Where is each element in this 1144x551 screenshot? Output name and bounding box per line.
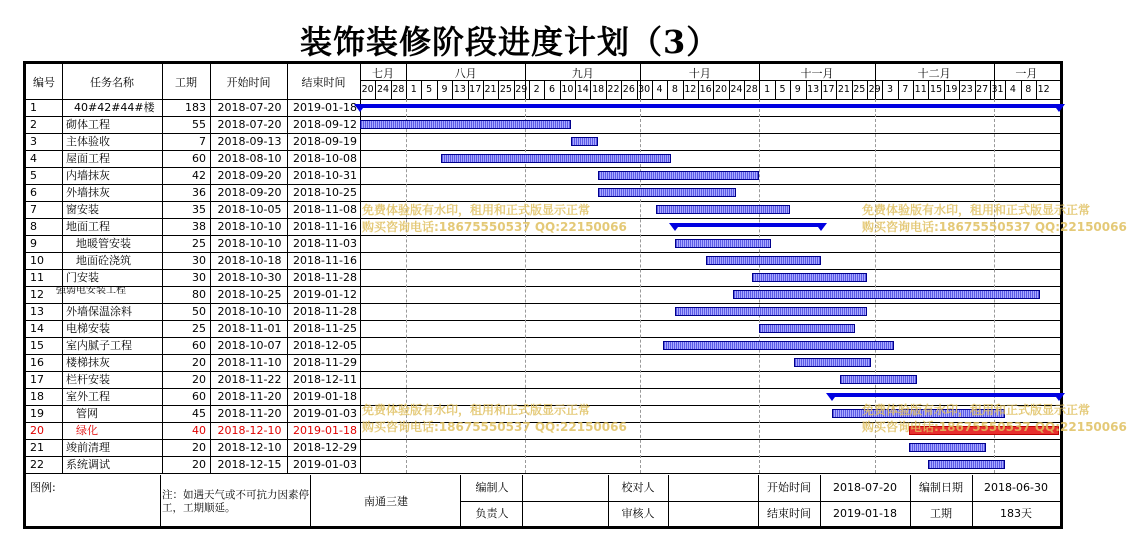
task-name: 系统调试 bbox=[66, 458, 110, 471]
task-name: 绿化 bbox=[76, 424, 98, 437]
start-label: 开始时间 bbox=[767, 481, 811, 494]
task-id: 15 bbox=[30, 339, 44, 352]
task-end: 2018-11-16 bbox=[293, 220, 357, 233]
table-row bbox=[26, 150, 360, 167]
table-row bbox=[26, 167, 360, 184]
task-name: 屋面工程 bbox=[66, 152, 110, 165]
month-label: 九月 bbox=[571, 67, 594, 80]
task-start: 2018-10-10 bbox=[217, 305, 282, 318]
task-duration: 20 bbox=[192, 356, 206, 369]
summary-bar-cap bbox=[669, 223, 681, 231]
table-row bbox=[26, 201, 360, 218]
day-tick-label: 13 bbox=[453, 84, 466, 95]
duration-value: 183天 bbox=[1000, 507, 1032, 520]
watermark-line2: 购买咨询电话:18675550537 QQ:22150066 bbox=[862, 220, 1127, 234]
task-start: 2018-11-10 bbox=[217, 356, 282, 369]
table-row bbox=[26, 218, 360, 235]
task-name: 内墙抹灰 bbox=[66, 169, 110, 182]
task-start: 2018-10-18 bbox=[217, 254, 282, 267]
day-divider bbox=[913, 80, 914, 99]
task-bar bbox=[675, 307, 867, 316]
task-bar bbox=[706, 256, 821, 265]
day-divider bbox=[806, 80, 807, 99]
table-row bbox=[26, 269, 360, 286]
task-name: 室内腻子工程 bbox=[66, 339, 132, 352]
day-divider bbox=[821, 80, 822, 99]
day-divider bbox=[990, 80, 991, 99]
task-start: 2018-11-20 bbox=[217, 407, 282, 420]
task-start: 2018-09-20 bbox=[217, 186, 282, 199]
month-label: 十一月 bbox=[800, 67, 834, 80]
task-bar bbox=[598, 188, 736, 197]
task-bar bbox=[759, 324, 855, 333]
day-tick-label: 25 bbox=[853, 84, 866, 95]
watermark-line2: 购买咨询电话:18675550537 QQ:22150066 bbox=[362, 220, 627, 234]
day-divider bbox=[836, 80, 837, 99]
checker-label: 校对人 bbox=[621, 481, 655, 494]
day-tick-label: 7 bbox=[902, 84, 909, 95]
task-name: 电梯安装 bbox=[66, 322, 110, 335]
start-value: 2018-07-20 bbox=[833, 481, 897, 494]
day-tick-label: 20 bbox=[361, 84, 374, 95]
summary-bar bbox=[832, 393, 1059, 397]
date-label: 编制日期 bbox=[919, 481, 963, 494]
task-end: 2019-01-03 bbox=[293, 458, 357, 471]
task-bar bbox=[909, 443, 986, 452]
day-divider bbox=[391, 80, 392, 99]
task-duration: 20 bbox=[192, 373, 206, 386]
task-end: 2018-09-12 bbox=[293, 118, 357, 131]
day-tick-label: 11 bbox=[914, 84, 927, 95]
watermark-line1: 免费体验版有水印，租用和正式版显示正常 bbox=[362, 203, 591, 217]
summary-bar bbox=[675, 223, 821, 227]
task-name: 栏杆安装 bbox=[66, 373, 110, 386]
task-id: 12 bbox=[30, 288, 44, 301]
task-id: 7 bbox=[30, 203, 37, 216]
table-row bbox=[26, 286, 360, 303]
day-tick-label: 29 bbox=[868, 84, 881, 95]
day-divider bbox=[975, 80, 976, 99]
day-divider bbox=[637, 80, 638, 99]
task-id: 3 bbox=[30, 135, 37, 148]
task-id: 20 bbox=[30, 424, 44, 437]
task-id: 21 bbox=[30, 441, 44, 454]
task-name: 40#42#44#楼 bbox=[74, 101, 155, 114]
day-tick-label: 15 bbox=[930, 84, 943, 95]
task-start: 2018-12-15 bbox=[217, 458, 282, 471]
task-duration: 60 bbox=[192, 339, 206, 352]
day-divider bbox=[1036, 80, 1037, 99]
day-tick-label: 21 bbox=[837, 84, 850, 95]
responsible-label: 负责人 bbox=[475, 507, 509, 520]
task-duration: 30 bbox=[192, 254, 206, 267]
table-row bbox=[26, 99, 360, 116]
task-start: 2018-07-20 bbox=[217, 118, 282, 131]
table-row bbox=[26, 337, 360, 354]
task-duration: 25 bbox=[192, 322, 206, 335]
task-duration: 80 bbox=[192, 288, 206, 301]
legend-label: 图例: bbox=[30, 481, 56, 494]
table-row bbox=[26, 133, 360, 150]
day-divider bbox=[790, 80, 791, 99]
day-divider bbox=[575, 80, 576, 99]
day-tick-label: 17 bbox=[469, 84, 482, 95]
day-divider bbox=[683, 80, 684, 99]
task-name: 竣前清理 bbox=[66, 441, 110, 454]
task-name: 外墙抹灰 bbox=[66, 186, 110, 199]
task-name: 地面工程 bbox=[66, 220, 110, 233]
table-row bbox=[26, 405, 360, 422]
day-tick-label: 10 bbox=[561, 84, 574, 95]
task-bar bbox=[598, 171, 759, 180]
task-end: 2018-11-25 bbox=[293, 322, 357, 335]
task-end: 2018-12-05 bbox=[293, 339, 357, 352]
day-tick-label: 31 bbox=[991, 84, 1004, 95]
summary-bar-cap bbox=[826, 393, 838, 401]
task-duration: 35 bbox=[192, 203, 206, 216]
task-duration: 38 bbox=[192, 220, 206, 233]
task-name: 室外工程 bbox=[66, 390, 110, 403]
header-duration: 工期 bbox=[175, 76, 197, 89]
day-divider bbox=[698, 80, 699, 99]
day-divider bbox=[560, 80, 561, 99]
day-divider bbox=[729, 80, 730, 99]
task-bar bbox=[752, 273, 867, 282]
task-end: 2019-01-03 bbox=[293, 407, 357, 420]
task-end: 2018-10-25 bbox=[293, 186, 357, 199]
day-divider bbox=[498, 80, 499, 99]
day-tick-label: 24 bbox=[730, 84, 743, 95]
day-tick-label: 9 bbox=[441, 84, 448, 95]
task-start: 2018-10-07 bbox=[217, 339, 282, 352]
day-divider bbox=[667, 80, 668, 99]
table-row bbox=[26, 388, 360, 405]
task-end: 2019-01-18 bbox=[293, 101, 357, 114]
header-end: 结束时间 bbox=[301, 76, 346, 89]
task-start: 2018-11-20 bbox=[217, 390, 282, 403]
month-label: 十月 bbox=[688, 67, 711, 80]
task-start: 2018-07-20 bbox=[217, 101, 282, 114]
task-start: 2018-10-30 bbox=[217, 271, 282, 284]
day-tick-label: 1 bbox=[764, 84, 771, 95]
table-row bbox=[26, 456, 360, 473]
task-bar bbox=[656, 205, 790, 214]
compiler-label: 编制人 bbox=[475, 481, 509, 494]
footer-column-divider bbox=[522, 475, 523, 526]
task-id: 19 bbox=[30, 407, 44, 420]
task-id: 16 bbox=[30, 356, 44, 369]
task-bar bbox=[675, 239, 771, 248]
task-end: 2018-12-29 bbox=[293, 441, 357, 454]
task-duration: 30 bbox=[192, 271, 206, 284]
task-id: 4 bbox=[30, 152, 37, 165]
table-row bbox=[26, 184, 360, 201]
duration-label: 工期 bbox=[930, 507, 952, 520]
task-end: 2018-11-29 bbox=[293, 356, 357, 369]
task-name: 门安装 bbox=[66, 271, 99, 284]
task-end: 2018-11-28 bbox=[293, 271, 357, 284]
task-start: 2018-10-10 bbox=[217, 220, 282, 233]
task-start: 2018-10-05 bbox=[217, 203, 282, 216]
table-row bbox=[26, 320, 360, 337]
task-start: 2018-12-10 bbox=[217, 441, 282, 454]
task-name: 地面砼浇筑 bbox=[76, 254, 131, 267]
day-divider bbox=[744, 80, 745, 99]
task-bar bbox=[840, 375, 917, 384]
task-bar bbox=[571, 137, 598, 146]
task-duration: 60 bbox=[192, 390, 206, 403]
day-tick-label: 17 bbox=[822, 84, 835, 95]
task-bar bbox=[360, 120, 571, 129]
day-tick-label: 16 bbox=[699, 84, 712, 95]
day-tick-label: 5 bbox=[779, 84, 786, 95]
task-start: 2018-08-10 bbox=[217, 152, 282, 165]
task-end: 2019-01-18 bbox=[293, 424, 357, 437]
day-tick-label: 2 bbox=[533, 84, 540, 95]
month-gridline bbox=[759, 99, 760, 473]
day-divider bbox=[759, 80, 760, 99]
task-duration: 50 bbox=[192, 305, 206, 318]
task-start: 2018-09-13 bbox=[217, 135, 282, 148]
task-id: 18 bbox=[30, 390, 44, 403]
page-title: 装饰装修阶段进度计划（3） bbox=[300, 23, 720, 61]
day-divider bbox=[544, 80, 545, 99]
task-start: 2018-10-25 bbox=[217, 288, 282, 301]
task-name: 砌体工程 bbox=[66, 118, 110, 131]
task-name: 地暖管安装 bbox=[76, 237, 131, 250]
task-bar bbox=[928, 460, 1005, 469]
day-tick-label: 27 bbox=[976, 84, 989, 95]
task-id: 13 bbox=[30, 305, 44, 318]
day-divider bbox=[606, 80, 607, 99]
day-tick-label: 22 bbox=[607, 84, 620, 95]
watermark-line1: 免费体验版有水印，租用和正式版显示正常 bbox=[362, 403, 591, 417]
task-start: 2018-12-10 bbox=[217, 424, 282, 437]
day-divider bbox=[852, 80, 853, 99]
task-id: 22 bbox=[30, 458, 44, 471]
day-tick-label: 8 bbox=[1025, 84, 1032, 95]
watermark-line2: 购买咨询电话:18675550537 QQ:22150066 bbox=[862, 420, 1127, 434]
day-tick-label: 8 bbox=[671, 84, 678, 95]
task-duration: 183 bbox=[185, 101, 206, 114]
day-divider bbox=[652, 80, 653, 99]
day-tick-label: 21 bbox=[484, 84, 497, 95]
task-name: 外墙保温涂料 bbox=[66, 305, 132, 318]
day-tick-label: 12 bbox=[684, 84, 697, 95]
task-duration: 60 bbox=[192, 152, 206, 165]
summary-bar-cap bbox=[354, 104, 366, 112]
table-row bbox=[26, 371, 360, 388]
summary-bar-cap bbox=[815, 223, 827, 231]
task-end: 2018-10-08 bbox=[293, 152, 357, 165]
watermark-line1: 免费体验版有水印，租用和正式版显示正常 bbox=[862, 203, 1091, 217]
month-label: 七月 bbox=[372, 67, 395, 80]
day-tick-label: 28 bbox=[745, 84, 758, 95]
day-divider bbox=[1021, 80, 1022, 99]
task-name: 管网 bbox=[76, 407, 98, 420]
footer-note: 注：如遇天气或不可抗力因素停工，工期顺延。 bbox=[162, 489, 309, 514]
table-row bbox=[26, 235, 360, 252]
footer-divider bbox=[460, 501, 1060, 502]
task-bar bbox=[441, 154, 671, 163]
day-tick-label: 19 bbox=[945, 84, 958, 95]
summary-bar-cap bbox=[1053, 104, 1065, 112]
task-id: 6 bbox=[30, 186, 37, 199]
day-tick-label: 28 bbox=[392, 84, 405, 95]
task-duration: 55 bbox=[192, 118, 206, 131]
day-tick-label: 20 bbox=[714, 84, 728, 95]
task-duration: 20 bbox=[192, 441, 206, 454]
task-bar bbox=[733, 290, 1040, 299]
footer-column-divider bbox=[460, 475, 461, 526]
day-divider bbox=[898, 80, 899, 99]
task-duration: 42 bbox=[192, 169, 206, 182]
day-divider bbox=[1005, 80, 1006, 99]
footer-column-divider bbox=[668, 475, 669, 526]
table-row bbox=[26, 422, 360, 439]
day-tick-label: 24 bbox=[376, 84, 390, 95]
day-divider bbox=[621, 80, 622, 99]
day-tick-label: 23 bbox=[960, 84, 973, 95]
day-divider bbox=[437, 80, 438, 99]
table-row bbox=[26, 303, 360, 320]
end-value: 2019-01-18 bbox=[833, 507, 897, 520]
day-divider bbox=[867, 80, 868, 99]
task-duration: 20 bbox=[192, 458, 206, 471]
header-name: 任务名称 bbox=[90, 76, 134, 89]
footer-column-divider bbox=[310, 475, 311, 526]
end-label: 结束时间 bbox=[767, 507, 811, 520]
task-id: 5 bbox=[30, 169, 37, 182]
day-divider bbox=[468, 80, 469, 99]
header-id: 编号 bbox=[33, 76, 55, 89]
company-name: 南通三建 bbox=[364, 495, 408, 508]
day-divider bbox=[452, 80, 453, 99]
task-id: 8 bbox=[30, 220, 37, 233]
day-divider bbox=[713, 80, 714, 99]
task-duration: 36 bbox=[192, 186, 206, 199]
task-name: 强弱电安装工程 bbox=[56, 286, 126, 295]
day-tick-label: 9 bbox=[794, 84, 801, 95]
task-end: 2019-01-12 bbox=[293, 288, 357, 301]
task-duration: 25 bbox=[192, 237, 206, 250]
task-end: 2018-11-03 bbox=[293, 237, 357, 250]
day-tick-label: 1 bbox=[410, 84, 417, 95]
day-tick-label: 30 bbox=[638, 84, 651, 95]
task-bar bbox=[794, 358, 871, 367]
day-tick-label: 12 bbox=[1037, 84, 1050, 95]
task-end: 2018-11-28 bbox=[293, 305, 357, 318]
table-row bbox=[26, 116, 360, 133]
day-divider bbox=[375, 80, 376, 99]
summary-bar-cap bbox=[1053, 393, 1065, 401]
day-divider bbox=[928, 80, 929, 99]
task-id: 17 bbox=[30, 373, 44, 386]
footer-column-divider bbox=[160, 475, 161, 526]
task-name: 楼梯抹灰 bbox=[66, 356, 110, 369]
day-tick-label: 13 bbox=[807, 84, 820, 95]
task-name: 主体验收 bbox=[66, 135, 110, 148]
task-end: 2018-11-08 bbox=[293, 203, 357, 216]
task-name: 窗安装 bbox=[66, 203, 99, 216]
day-divider bbox=[775, 80, 776, 99]
task-id: 14 bbox=[30, 322, 44, 335]
day-divider bbox=[406, 80, 407, 99]
task-end: 2018-12-11 bbox=[293, 373, 357, 386]
day-divider bbox=[483, 80, 484, 99]
task-start: 2018-11-01 bbox=[217, 322, 282, 335]
summary-bar bbox=[360, 104, 1059, 108]
day-divider bbox=[514, 80, 515, 99]
day-tick-label: 4 bbox=[1009, 84, 1016, 95]
day-tick-label: 6 bbox=[549, 84, 556, 95]
watermark-line2: 购买咨询电话:18675550537 QQ:22150066 bbox=[362, 420, 627, 434]
day-tick-label: 14 bbox=[576, 84, 589, 95]
task-end: 2019-01-18 bbox=[293, 390, 357, 403]
task-start: 2018-11-22 bbox=[217, 373, 282, 386]
day-divider bbox=[944, 80, 945, 99]
day-tick-label: 4 bbox=[656, 84, 663, 95]
month-label: 十二月 bbox=[917, 67, 951, 80]
task-duration: 45 bbox=[192, 407, 206, 420]
row-divider bbox=[26, 473, 1060, 474]
task-end: 2018-09-19 bbox=[293, 135, 357, 148]
month-label: 一月 bbox=[1015, 67, 1038, 80]
table-row bbox=[26, 252, 360, 269]
task-end: 2018-10-31 bbox=[293, 169, 357, 182]
task-id: 1 bbox=[30, 101, 37, 114]
task-id: 2 bbox=[30, 118, 37, 131]
day-tick-label: 29 bbox=[515, 84, 528, 95]
day-divider bbox=[421, 80, 422, 99]
day-divider bbox=[529, 80, 530, 99]
header-start: 开始时间 bbox=[226, 76, 271, 89]
day-tick-label: 18 bbox=[592, 84, 605, 95]
table-row bbox=[26, 354, 360, 371]
date-value: 2018-06-30 bbox=[984, 481, 1048, 494]
task-duration: 7 bbox=[199, 135, 206, 148]
day-divider bbox=[959, 80, 960, 99]
day-tick-label: 5 bbox=[426, 84, 433, 95]
task-id: 9 bbox=[30, 237, 37, 250]
task-bar bbox=[663, 341, 893, 350]
day-tick-label: 3 bbox=[886, 84, 894, 95]
day-divider bbox=[882, 80, 883, 99]
reviewer-label: 审核人 bbox=[621, 507, 655, 520]
task-id: 10 bbox=[30, 254, 44, 267]
task-id: 11 bbox=[30, 271, 44, 284]
month-label: 八月 bbox=[454, 67, 477, 80]
watermark-line1: 免费体验版有水印，租用和正式版显示正常 bbox=[862, 403, 1091, 417]
task-end: 2018-11-16 bbox=[293, 254, 357, 267]
day-tick-label: 25 bbox=[499, 84, 512, 95]
table-row bbox=[26, 439, 360, 456]
task-duration: 40 bbox=[192, 424, 206, 437]
day-tick-label: 26 bbox=[622, 84, 635, 95]
day-divider bbox=[590, 80, 591, 99]
task-start: 2018-10-10 bbox=[217, 237, 282, 250]
task-start: 2018-09-20 bbox=[217, 169, 282, 182]
